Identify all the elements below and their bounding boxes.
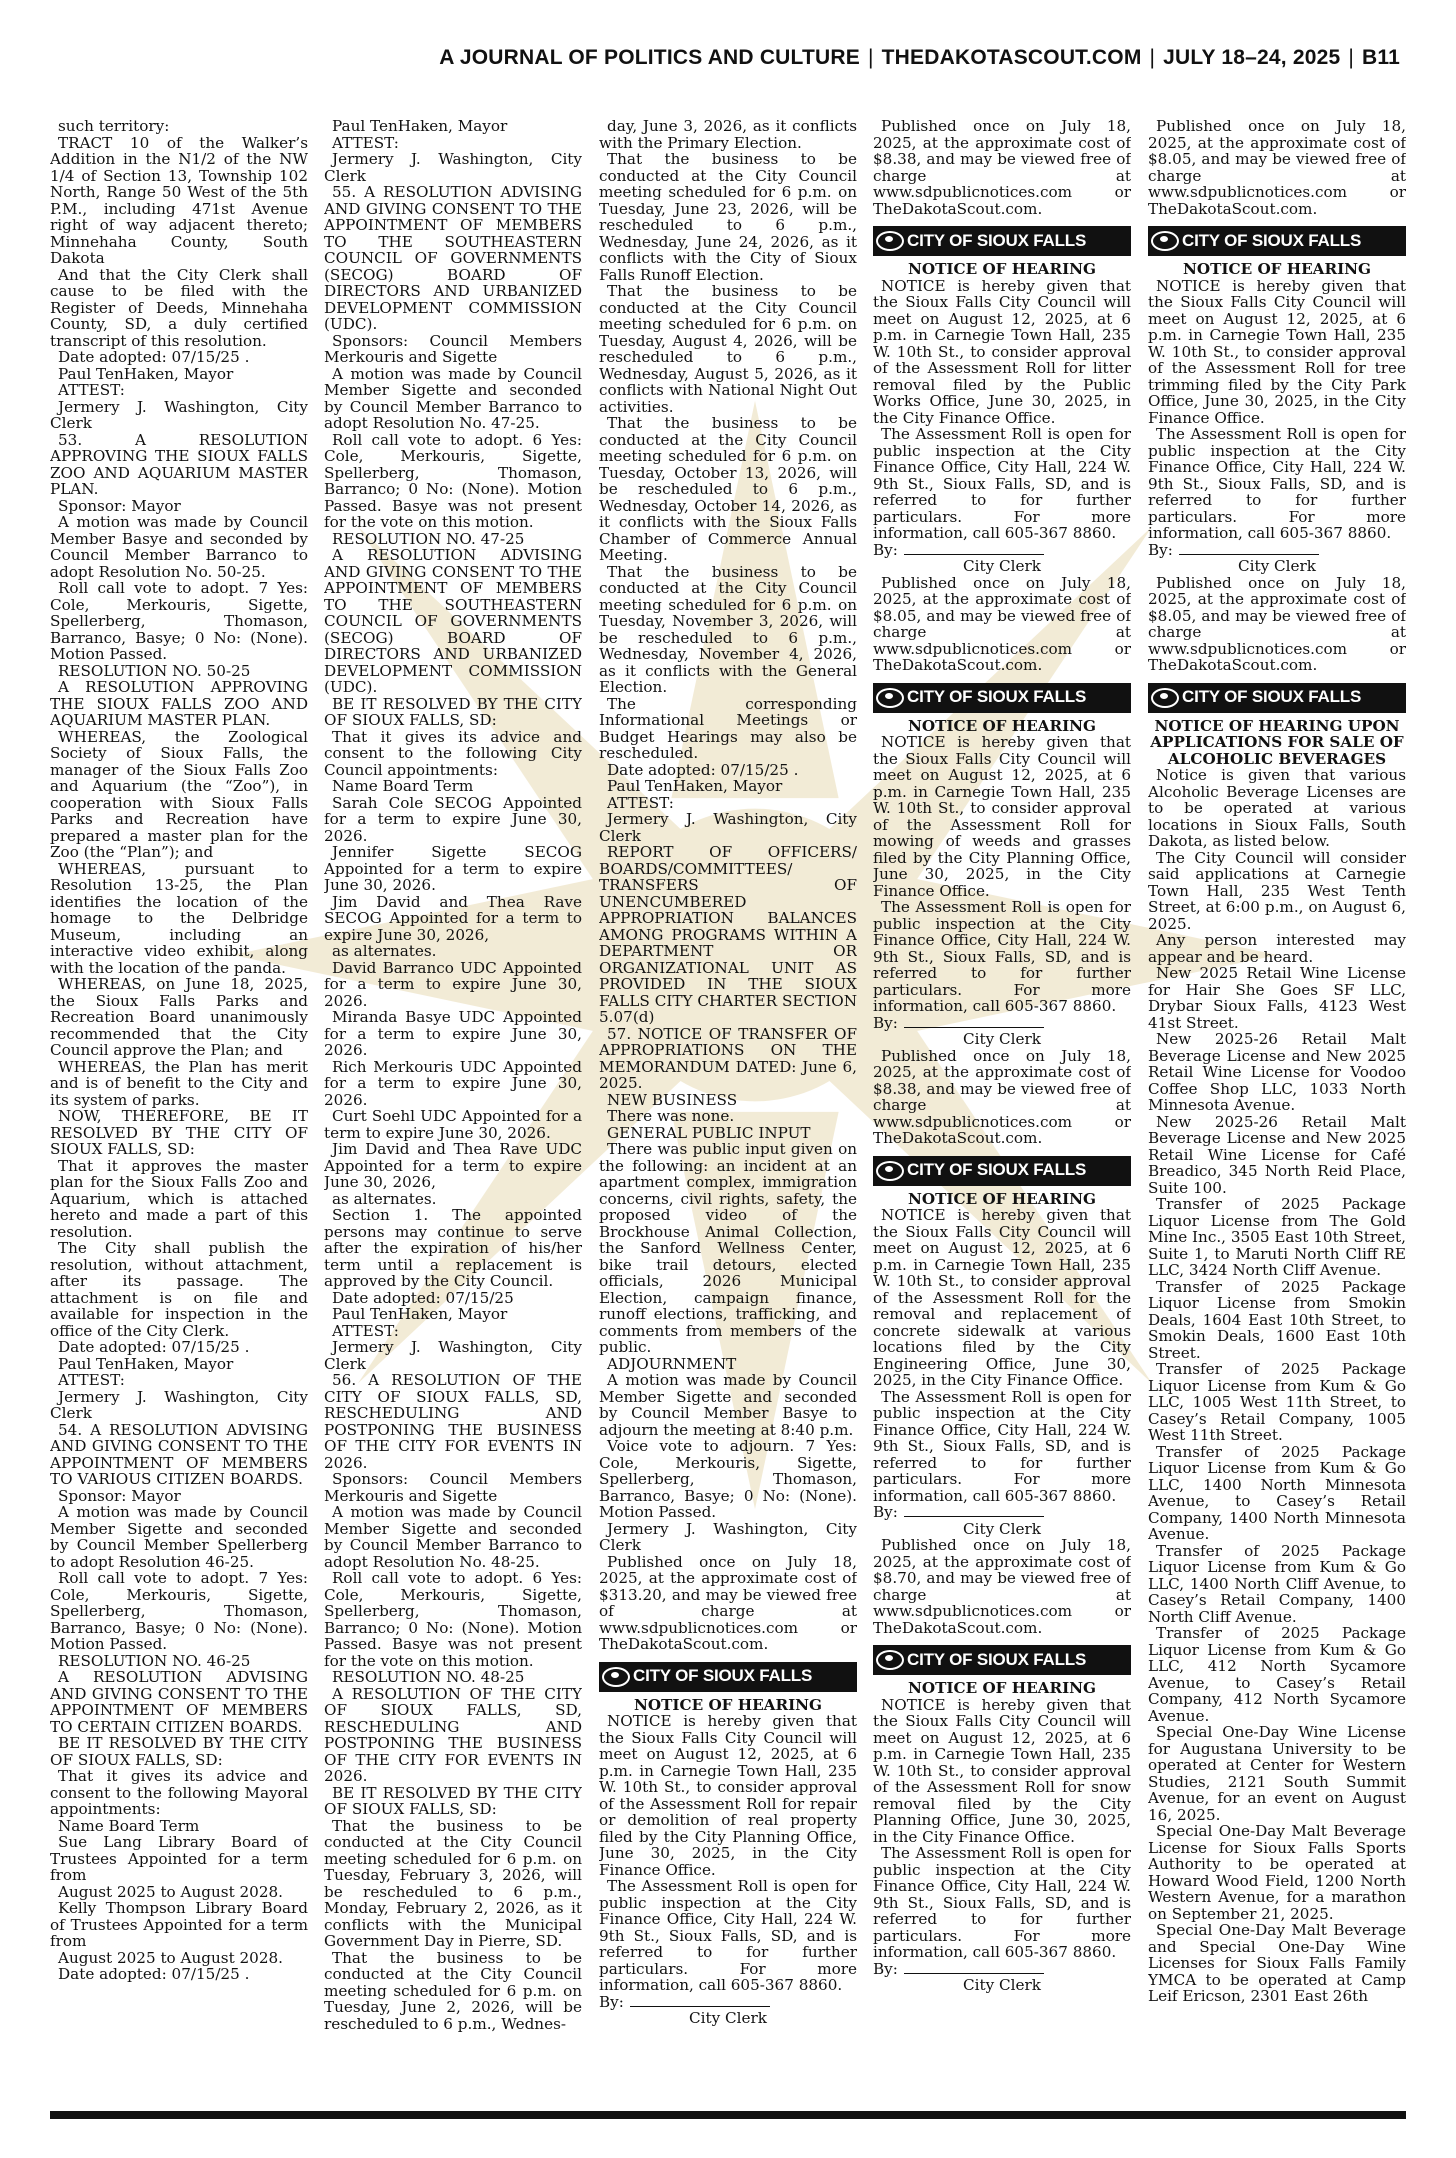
notice-paragraph: Paul TenHaken, Mayor (58, 364, 234, 383)
notice-paragraph: NOTICE is hereby given that the Sioux Falls City Council will meet on August 12, 2025, at 6 p.m. in Carnegie Town Hall, 235 W. 10th St., to consider approval of the Assessment Roll for repair or demolition of real property filed by the City Planning Office, June 30, 2025, in the City Finance Office. (599, 1712, 857, 1879)
notice-paragraph: NOTICE is hereby given that the Sioux Falls City Council will meet on August 12, 2025, at 6 p.m. in Carnegie Town Hall, 235 W. 10th St., to consider approval of the Assessment Roll for snow removal filed by the City Planning Office, June 30, 2025, in the City Finance Office. (873, 1695, 1131, 1846)
page-number: B11 (1362, 46, 1400, 69)
city-of-sioux-falls-banner (873, 683, 1131, 713)
notice-paragraph: 56. A RESOLUTION OF THE CITY OF SIOUX FALLS, SD, RESCHEDULING AND POSTPONING THE BUSINESS OF THE CITY FOR EVENTS IN 2026. (324, 1371, 582, 1472)
banner-label: CITY OF SIOUX FALLS (907, 1649, 1087, 1669)
notice-heading: NOTICE OF HEARING (633, 1695, 823, 1714)
notice-paragraph: The Assessment Roll is open for public inspection at the City Finance Office, City Hall, 224 W. 9th St., Sioux Falls, SD, and is referred to for further particulars. For more information, call 605-367 8860. (873, 898, 1131, 1015)
notice-paragraph: Roll call vote to adopt. 6 Yes: Cole, Merkouris, Sigette, Spellerberg, Thomason, Barranco; 0 No: (None). Motion Passed. Basye was not present for the vote on this motion. (324, 430, 582, 531)
notice-paragraph: Jermery J. Washington, City Clerk (324, 150, 582, 185)
signature-line: By: (599, 1994, 857, 2011)
notice-paragraph: Paul TenHaken, Mayor (58, 1354, 234, 1373)
notice-paragraph: Jermery J. Washington, City Clerk (599, 810, 857, 845)
notice-paragraph: ATTEST: (607, 793, 674, 812)
signature-line: By: (1148, 542, 1406, 559)
notice-paragraph: 55. A RESOLUTION ADVISING AND GIVING CONSENT TO THE APPOINTMENT OF MEMBERS TO THE SOUTHEASTERN COUNCIL OF GOVERNMENTS (SECOG) BOARD OF DIRECTORS AND URBANIZED DEVELOPMENT COMMISSION (UDC). (324, 183, 582, 333)
notice-paragraph: Jennifer Sigette SECOG Appointed for a term to expire June 30, 2026. (324, 843, 582, 894)
notice-paragraph: Roll call vote to adopt. 7 Yes: Cole, Merkouris, Sigette, Spellerberg, Thomason, Barranco, Basye; 0 No: (None). Motion Passed. (50, 1569, 308, 1653)
notice-paragraph: Transfer of 2025 Package Liquor License from Kum & Go LLC, 1005 West 11th Street, to Casey’s Retail Company, 1005 West 11th Street. (1148, 1360, 1406, 1444)
signature-blank (904, 542, 1044, 555)
notice-paragraph: A RESOLUTION APPROVING THE SIOUX FALLS ZOO AND AQUARIUM MASTER PLAN. (50, 678, 308, 729)
signature-line: By: (873, 1504, 1131, 1521)
legal-notices-page (50, 118, 1406, 2105)
column-1 (50, 118, 308, 2105)
header-separator: | (1348, 46, 1355, 69)
notice-paragraph: Date adopted: 07/15/25 . (58, 1965, 250, 1983)
city-seal-icon (599, 1662, 633, 1692)
notice-paragraph: Sarah Cole SECOG Appointed for a term to expire June 30, 2026. (324, 793, 582, 845)
notice-paragraph: That the business to be conducted at the City Council meeting scheduled for 6 p.m. on Tuesday, February 3, 2026, will be rescheduled to 6 p.m., Monday, February 2, 2026, as it conflicts with the Municipal Government Day in Pierre, SD. (324, 1816, 582, 1950)
notice-paragraph: A motion was made by Council Member Sigette and seconded by Council Member Spellerberg to adopt Resolution 46-25. (50, 1503, 308, 1571)
notice-heading: NOTICE OF HEARING (907, 716, 1097, 735)
signature-title: City Clerk (963, 1976, 1041, 1994)
notice-paragraph: The Assessment Roll is open for public inspection at the City Finance Office, City Hall, 224 W. 9th St., Sioux Falls, SD, and is referred to for further particulars. For more information, call 605-367 8860. (873, 1844, 1131, 1961)
signature-title: City Clerk (1238, 557, 1316, 575)
notice-paragraph: RESOLUTION NO. 47-25 (332, 529, 525, 548)
notice-paragraph: Jim David and Thea Rave SECOG Appointed for a term to expire June 30, 2026, (324, 892, 582, 944)
signature-blank (1179, 542, 1319, 555)
notice-paragraph: A motion was made by Council Member Basye and seconded by Council Member Barranco to adopt Resolution No. 50-25. (50, 513, 308, 581)
notice-paragraph: 54. A RESOLUTION ADVISING AND GIVING CONSENT TO THE APPOINTMENT OF MEMBERS TO VARIOUS CITIZEN BOARDS. (50, 1420, 308, 1488)
notice-paragraph: The corresponding Informational Meetings or Budget Hearings may also be rescheduled. (599, 694, 857, 762)
city-of-sioux-falls-banner (599, 1662, 857, 1692)
notice-paragraph: BE IT RESOLVED BY THE CITY OF SIOUX FALLS, SD: (324, 694, 582, 729)
notice-paragraph: Special One-Day Malt Beverage License for Sioux Falls Sports Authority to be operated at Howard Wood Field, 1200 North Western Avenue, for a marathon on September 21, 2025. (1148, 1822, 1406, 1923)
notice-heading: NOTICE OF HEARING (907, 260, 1097, 278)
banner-label: CITY OF SIOUX FALLS (907, 1160, 1087, 1180)
notice-paragraph: That the business to be conducted at the City Council meeting scheduled for 6 p.m. on Tuesday, August 4, 2026, will be rescheduled to 6 p.m., Wednesday, August 5, 2026, as it conflicts with National Night Out activities. (599, 282, 857, 416)
notice-paragraph: ATTEST: (58, 1371, 125, 1389)
notice-paragraph: day, June 3, 2026, as it conflicts with the Primary Election. (599, 118, 857, 152)
notice-paragraph: WHEREAS, the Plan has merit and is of benefit to the City and its system of parks. (50, 1057, 308, 1109)
signature-blank (904, 1504, 1044, 1517)
notice-paragraph: Transfer of 2025 Package Liquor License from Kum & Go LLC, 1400 North Minnesota Avenue, to Casey’s Retail Company, 1400 North Minnesota Avenue. (1148, 1442, 1406, 1543)
notice-heading: NOTICE OF HEARING (907, 1189, 1097, 1208)
notice-paragraph: Special One-Day Malt Beverage and Special One-Day Wine Licenses for Sioux Falls Family YMCA to be operated at Camp Leif Ericson, 2301 East 26th (1148, 1921, 1406, 2005)
notice-paragraph: That it approves the master plan for the Sioux Falls Zoo and Aquarium, which is attached hereto and made a part of this resolution. (50, 1156, 308, 1241)
signature-blank (904, 1961, 1044, 1974)
signature-blank (630, 1994, 770, 2007)
notice-paragraph: Date adopted: 07/15/25 . (58, 348, 250, 366)
notice-paragraph: David Barranco UDC Appointed for a term to expire June 30, 2026. (324, 958, 582, 1010)
city-of-sioux-falls-banner (873, 1156, 1131, 1186)
notice-paragraph: Published once on July 18, 2025, at the approximate cost of $8.70, and may be viewed free of charge at www.sdpublicnotices.com or TheDakotaScout.com. (873, 1536, 1131, 1637)
notice-paragraph: 53. A RESOLUTION APPROVING THE SIOUX FALLS ZOO AND AQUARIUM MASTER PLAN. (50, 430, 308, 498)
notice-paragraph: Jermery J. Washington, City Clerk (50, 397, 308, 432)
banner-label: CITY OF SIOUX FALLS (633, 1666, 813, 1686)
notice-paragraph: The City shall publish the resolution, without attachment, after its passage. The attachment is on file and available for inspection in the office of the City Clerk. (50, 1239, 308, 1340)
notice-paragraph: RESOLUTION NO. 48-25 (332, 1668, 525, 1686)
notice-paragraph: Roll call vote to adopt. 7 Yes: Cole, Merkouris, Sigette, Spellerberg, Thomason, Barranco, Basye; 0 No: (None). Motion Passed. (50, 579, 308, 663)
notice-paragraph: That the business to be conducted at the City Council meeting scheduled for 6 p.m. on Tuesday, June 23, 2026, will be rescheduled to 6 p.m., Wednesday, June 24, 2026, as it conflicts with the City of Sioux Falls Runoff Election. (599, 150, 857, 284)
notice-paragraph: That it gives its advice and consent to the following Mayoral appointments: (50, 1767, 308, 1818)
city-seal-icon (873, 1645, 907, 1675)
signature-title: City Clerk (963, 1030, 1041, 1048)
notice-paragraph: Transfer of 2025 Package Liquor License from Kum & Go LLC, 412 North Sycamore Avenue, to Casey’s Retail Company, 412 North Sycamore Avenue. (1148, 1624, 1406, 1725)
signature-line: By: (873, 542, 1131, 559)
notice-paragraph: New 2025-26 Retail Malt Beverage License and New 2025 Retail Wine License for Café Breadico, 345 North Reid Place, Suite 100. (1148, 1112, 1406, 1197)
signature-line: By: (873, 1961, 1131, 1978)
column-4 (873, 118, 1131, 2105)
notice-heading: NOTICE OF HEARING UPON APPLICATIONS FOR SALE OF ALCOHOLIC BEVERAGES (1150, 716, 1404, 768)
notice-paragraph: And that the City Clerk shall cause to be filed with the Register of Deeds, Minnehaha County, SD, a duly certified transcript of this resolution. (50, 265, 308, 350)
notice-paragraph: Roll call vote to adopt. 6 Yes: Cole, Merkouris, Sigette, Spellerberg, Thomason, Barranco; 0 No: (None). Motion Passed. Basye was not present for the vote on this motion. (324, 1569, 582, 1670)
notice-paragraph: New 2025-26 Retail Malt Beverage License and New 2025 Retail Wine License for Voodoo Coffee Shop LLC, 1033 North Minnesota Avenue. (1148, 1030, 1406, 1114)
notice-paragraph: Sue Lang Library Board of Trustees Appointed for a term from (50, 1833, 308, 1884)
notice-paragraph: RESOLUTION NO. 46-25 (58, 1651, 251, 1670)
signature-blank (904, 1015, 1044, 1028)
notice-paragraph: A motion was made by Council Member Sigette and seconded by Council Member Basye to adjourn the meeting at 8:40 p.m. (599, 1371, 857, 1439)
notice-paragraph: Published once on July 18, 2025, at the approximate cost of $8.38, and may be viewed free of charge at www.sdpublicnotices.com or TheDakotaScout.com. (873, 1046, 1131, 1147)
column-3 (599, 118, 857, 2105)
notice-paragraph: Name Board Term (58, 1816, 200, 1835)
banner-label: CITY OF SIOUX FALLS (1182, 687, 1362, 707)
notice-paragraph: The Assessment Roll is open for public inspection at the City Finance Office, City Hall, 224 W. 9th St., Sioux Falls, SD, and is referred to for further particulars. For more information, call 605-367 8860. (599, 1877, 857, 1994)
journal-tagline: A JOURNAL OF POLITICS AND CULTURE (439, 46, 860, 69)
bottom-rule (50, 2111, 1406, 2119)
notice-paragraph: WHEREAS, pursuant to Resolution 13-25, the Plan identifies the location of the homage to the Delbridge Museum, including an interactive video exhibit, along with the location of the panda. (50, 859, 308, 977)
notice-paragraph: Miranda Basye UDC Appointed for a term to expire June 30, 2026. (324, 1008, 582, 1059)
notice-paragraph: ATTEST: (332, 1321, 399, 1340)
notice-paragraph: New 2025 Retail Wine License for Hair She Goes SF LLC, Drybar Sioux Falls, 4123 West 41st Street. (1148, 964, 1406, 1032)
notice-paragraph: Rich Merkouris UDC Appointed for a term to expire June 30, 2026. (324, 1057, 582, 1109)
column-5 (1148, 118, 1406, 2105)
city-seal-icon (873, 683, 907, 713)
notice-paragraph: Transfer of 2025 Package Liquor License from The Gold Mine Inc., 3505 East 10th Street, Suite 1, to Maruti North Cliff RE LLC, 3424 North Cliff Avenue. (1148, 1195, 1406, 1279)
signature-title: City Clerk (963, 557, 1041, 575)
notice-paragraph: Transfer of 2025 Package Liquor License from Kum & Go LLC, 1400 North Cliff Avenue, to Casey’s Retail Company, 1400 North Cliff Avenue. (1148, 1541, 1406, 1626)
notice-paragraph: A motion was made by Council Member Sigette and seconded by Council Member Barranco to adopt Resolution No. 48-25. (324, 1503, 582, 1571)
notice-paragraph: Published once on July 18, 2025, at the approximate cost of $8.05, and may be viewed free of charge at www.sdpublicnotices.com or TheDakotaScout.com. (1148, 573, 1406, 674)
city-of-sioux-falls-banner (1148, 226, 1406, 256)
notice-paragraph: NOTICE is hereby given that the Sioux Falls City Council will meet on August 12, 2025, at 6 p.m. in Carnegie Town Hall, 235 W. 10th St., to consider approval of the Assessment Roll for mowing of weeds and grasses filed by the City Planning Office, June 30, 2025, in the City Finance Office. (873, 733, 1131, 900)
site-name: THEDAKOTASCOUT.COM (881, 46, 1142, 69)
notice-paragraph: Sponsors: Council Members Merkouris and Sigette (324, 1470, 582, 1505)
notice-paragraph: Sponsors: Council Members Merkouris and Sigette (324, 331, 582, 366)
issue-date: JULY 18–24, 2025 (1163, 46, 1341, 69)
header-separator: | (867, 46, 874, 69)
notice-paragraph: Published once on July 18, 2025, at the approximate cost of $8.05, and may be viewed free of charge at www.sdpublicnotices.com or TheDakotaScout.com. (873, 573, 1131, 674)
city-of-sioux-falls-banner (1148, 683, 1406, 713)
notice-paragraph: GENERAL PUBLIC INPUT (607, 1123, 811, 1142)
notice-paragraph: WHEREAS, the Zoological Society of Sioux Falls, the manager of the Sioux Falls Zoo and Aquarium (the “Zoo”), in cooperation with Sioux Falls Parks and Recreation have prepared a master plan for the Zoo (the “Plan”); and (50, 727, 308, 861)
notice-paragraph: such territory: (58, 118, 170, 135)
notice-paragraph: REPORT OF OFFICERS/ BOARDS/COMMITTEES/ TRANSFERS OF UNENCUMBERED APPROPRIATION BALANCES AMONG PROGRAMS WITHIN A DEPARTMENT OR ORGANIZATIONAL UNIT AS PROVIDED IN THE SIOUX FALLS CITY CHARTER SECTION 5.07(d) (599, 843, 857, 1026)
notice-paragraph: Date adopted: 07/15/25 (332, 1288, 514, 1307)
notice-paragraph: A RESOLUTION ADVISING AND GIVING CONSENT TO THE APPOINTMENT OF MEMBERS TO CERTAIN CITIZEN BOARDS. (50, 1668, 308, 1736)
notice-heading: NOTICE OF HEARING (907, 1679, 1097, 1697)
notice-paragraph: as alternates. (332, 942, 437, 960)
notice-paragraph: A motion was made by Council Member Sigette and seconded by Council Member Barranco to adopt Resolution No. 47-25. (324, 364, 582, 432)
banner-label: CITY OF SIOUX FALLS (1182, 230, 1362, 250)
notice-paragraph: Notice is given that various Alcoholic Beverage Licenses are to be operated at various locations in Sioux Falls, South Dakota, as listed below. (1148, 766, 1406, 850)
notice-paragraph: The City Council will consider said applications at Carnegie Town Hall, 235 West Tenth Street, at 6:00 p.m., on August 6, 2025. (1148, 848, 1406, 933)
notice-paragraph: That it gives its advice and consent to the following City Council appointments: (324, 727, 582, 779)
notice-paragraph: NOTICE is hereby given that the Sioux Falls City Council will meet on August 12, 2025, at 6 p.m. in Carnegie Town Hall, 235 W. 10th St., to consider approval of the Assessment Roll for litter removal filed by the Public Works Office, June 30, 2025, in the City Finance Office. (873, 276, 1131, 427)
column-2 (324, 118, 582, 2105)
signature-title: City Clerk (963, 1519, 1041, 1538)
notice-paragraph: That the business to be conducted at the City Council meeting scheduled for 6 p.m. on Tuesday, June 2, 2026, will be rescheduled to 6 p.m., Wednes- (324, 1948, 582, 2033)
notice-paragraph: WHEREAS, on June 18, 2025, the Sioux Falls Parks and Recreation Board unanimously recommended that the City Council approve the Plan; and (50, 975, 308, 1059)
signature-title: City Clerk (689, 2009, 767, 2027)
notice-paragraph: A RESOLUTION ADVISING AND GIVING CONSENT TO THE APPOINTMENT OF MEMBERS TO THE SOUTHEASTERN COUNCIL OF GOVERNMENTS (SECOG) BOARD OF DIRECTORS AND URBANIZED DEVELOPMENT COMMISSION (UDC). (324, 546, 582, 696)
notice-paragraph: ATTEST: (58, 381, 125, 399)
city-of-sioux-falls-banner (873, 1645, 1131, 1675)
notice-paragraph: Name Board Term (332, 777, 474, 795)
notice-paragraph: as alternates. (332, 1189, 437, 1208)
notice-paragraph: Paul TenHaken, Mayor (607, 777, 783, 795)
notice-paragraph: That the business to be conducted at the City Council meeting scheduled for 6 p.m. on Tuesday, October 13, 2026, will be rescheduled to 6 p.m., Wednesday, October 14, 2026, as it conflicts with the Sioux Falls Chamber of Commerce Annual Meeting. (599, 414, 857, 564)
notice-paragraph: Special One-Day Wine License for Augustana University to be operated at Center for Western Studies, 2121 South Summit Avenue, for an event on August 16, 2025. (1148, 1723, 1406, 1824)
notice-paragraph: Sponsor: Mayor (58, 496, 181, 515)
notice-paragraph: ATTEST: (332, 133, 399, 152)
city-of-sioux-falls-banner (873, 226, 1131, 256)
banner-label: CITY OF SIOUX FALLS (907, 687, 1087, 707)
notice-paragraph: Date adopted: 07/15/25 . (58, 1338, 250, 1356)
notice-paragraph: TRACT 10 of the Walker’s Addition in the N1/2 of the NW 1/4 of Section 13, Township 102 North, Range 50 West of the 5th P.M., including 471st Avenue right of way adjacent thereto; Minnehaha County, South Dakota (50, 133, 308, 267)
notice-paragraph: Jermery J. Washington, City Clerk (50, 1387, 308, 1422)
header-separator: | (1149, 46, 1156, 69)
signature-line: By: (873, 1015, 1131, 1032)
city-seal-icon (873, 226, 907, 256)
city-seal-icon (873, 1156, 907, 1186)
notice-paragraph: August 2025 to August 2028. (58, 1948, 283, 1967)
notice-paragraph: Jermery J. Washington, City Clerk (324, 1338, 582, 1373)
notice-paragraph: August 2025 to August 2028. (58, 1882, 283, 1901)
notice-paragraph: NOW, THEREFORE, BE IT RESOLVED BY THE CITY OF SIOUX FALLS, SD: (50, 1107, 308, 1158)
city-seal-icon (1148, 683, 1182, 713)
banner-label: CITY OF SIOUX FALLS (907, 230, 1087, 250)
notice-paragraph: Jermery J. Washington, City Clerk (599, 1519, 857, 1554)
notice-paragraph: Voice vote to adjourn. 7 Yes: Cole, Merkouris, Sigette, Spellerberg, Thomason, Barranco, Basye; 0 No: (None). Motion Passed. (599, 1437, 857, 1521)
notice-paragraph: Published once on July 18, 2025, at the approximate cost of $313.20, and may be viewed free of charge at www.sdpublicnotices.com or TheDakotaScout.com. (599, 1552, 857, 1653)
page-header (430, 46, 1400, 74)
notice-paragraph: The Assessment Roll is open for public inspection at the City Finance Office, City Hall, 224 W. 9th St., Sioux Falls, SD, and is referred to for further particulars. For more information, call 605-367 8860. (873, 425, 1131, 542)
city-seal-icon (1148, 226, 1182, 256)
notice-paragraph: Date adopted: 07/15/25 . (607, 760, 799, 779)
notice-paragraph: NOTICE is hereby given that the Sioux Falls City Council will meet on August 12, 2025, at 6 p.m. in Carnegie Town Hall, 235 W. 10th St., to consider approval of the Assessment Roll for the removal and replacement of concrete sidewalk at various locations filed by the City Engineering Office, June 30, 2025, in the City Finance Office. (873, 1206, 1131, 1389)
notice-paragraph: NOTICE is hereby given that the Sioux Falls City Council will meet on August 12, 2025, at 6 p.m. in Carnegie Town Hall, 235 W. 10th St., to consider approval of the Assessment Roll for tree trimming filed by the City Park Office, June 30, 2025, in the City Finance Office. (1148, 276, 1406, 427)
notice-heading: NOTICE OF HEARING (1182, 260, 1372, 278)
notice-paragraph: Paul TenHaken, Mayor (332, 1305, 508, 1323)
notice-paragraph: That the business to be conducted at the City Council meeting scheduled for 6 p.m. on Tuesday, November 3, 2026, will be rescheduled to 6 p.m., Wednesday, November 4, 2026, as it conflicts with the General Election. (599, 562, 857, 696)
notice-paragraph: Section 1. The appointed persons may continue to serve after the expiration of his/her term until a replacement is approved by the City Council. (324, 1206, 582, 1290)
notice-paragraph: RESOLUTION NO. 50-25 (58, 661, 251, 680)
notice-paragraph: The Assessment Roll is open for public inspection at the City Finance Office, City Hall, 224 W. 9th St., Sioux Falls, SD, and is referred to for further particulars. For more information, call 605-367 8860. (1148, 425, 1406, 542)
notice-paragraph: BE IT RESOLVED BY THE CITY OF SIOUX FALLS, SD: (324, 1783, 582, 1818)
notice-paragraph: Transfer of 2025 Package Liquor License from Smokin Deals, 1604 East 10th Street, to Smokin Deals, 1600 East 10th Street. (1148, 1277, 1406, 1362)
notice-paragraph: Any person interested may appear and be heard. (1148, 931, 1406, 966)
notice-paragraph: Curt Soehl UDC Appointed for a term to expire June 30, 2026. (324, 1107, 582, 1142)
notice-paragraph: There was public input given on the following: an incident at an apartment complex, immigration concerns, civil rights, safety, the proposed video of the Brockhouse Animal Collection, the Sanford Wellness Center, bike trail detours, elected officials, 2026 Municipal Election, campaign finance, runoff elections, trafficking, and comments from members of the public. (599, 1140, 857, 1356)
notice-paragraph: Paul TenHaken, Mayor (332, 118, 508, 135)
notice-paragraph: A RESOLUTION OF THE CITY OF SIOUX FALLS, SD, RESCHEDULING AND POSTPONING THE BUSINESS OF THE CITY FOR EVENTS IN 2026. (324, 1684, 582, 1785)
notice-paragraph: BE IT RESOLVED BY THE CITY OF SIOUX FALLS, SD: (50, 1734, 308, 1769)
notice-paragraph: The Assessment Roll is open for public inspection at the City Finance Office, City Hall, 224 W. 9th St., Sioux Falls, SD, and is referred to for further particulars. For more information, call 605-367 8860. (873, 1387, 1131, 1505)
notice-paragraph: Kelly Thompson Library Board of Trustees Appointed for a term from (50, 1899, 308, 1950)
notice-paragraph: Published once on July 18, 2025, at the approximate cost of $8.05, and may be viewed free of charge at www.sdpublicnotices.com or TheDakotaScout.com. (1148, 118, 1406, 218)
notice-paragraph: Sponsor: Mayor (58, 1486, 181, 1505)
notice-paragraph: Jim David and Thea Rave UDC Appointed for a term to expire June 30, 2026, (324, 1140, 582, 1191)
notice-paragraph: ADJOURNMENT (607, 1354, 737, 1373)
notice-paragraph: NEW BUSINESS (607, 1090, 738, 1109)
notice-paragraph: Published once on July 18, 2025, at the approximate cost of $8.38, and may be viewed free of charge at www.sdpublicnotices.com or TheDakotaScout.com. (873, 118, 1131, 218)
notice-paragraph: There was none. (607, 1107, 735, 1125)
notice-paragraph: 57. NOTICE OF TRANSFER OF APPROPRIATIONS ON THE MEMORANDUM DATED: June 6, 2025. (599, 1024, 857, 1092)
